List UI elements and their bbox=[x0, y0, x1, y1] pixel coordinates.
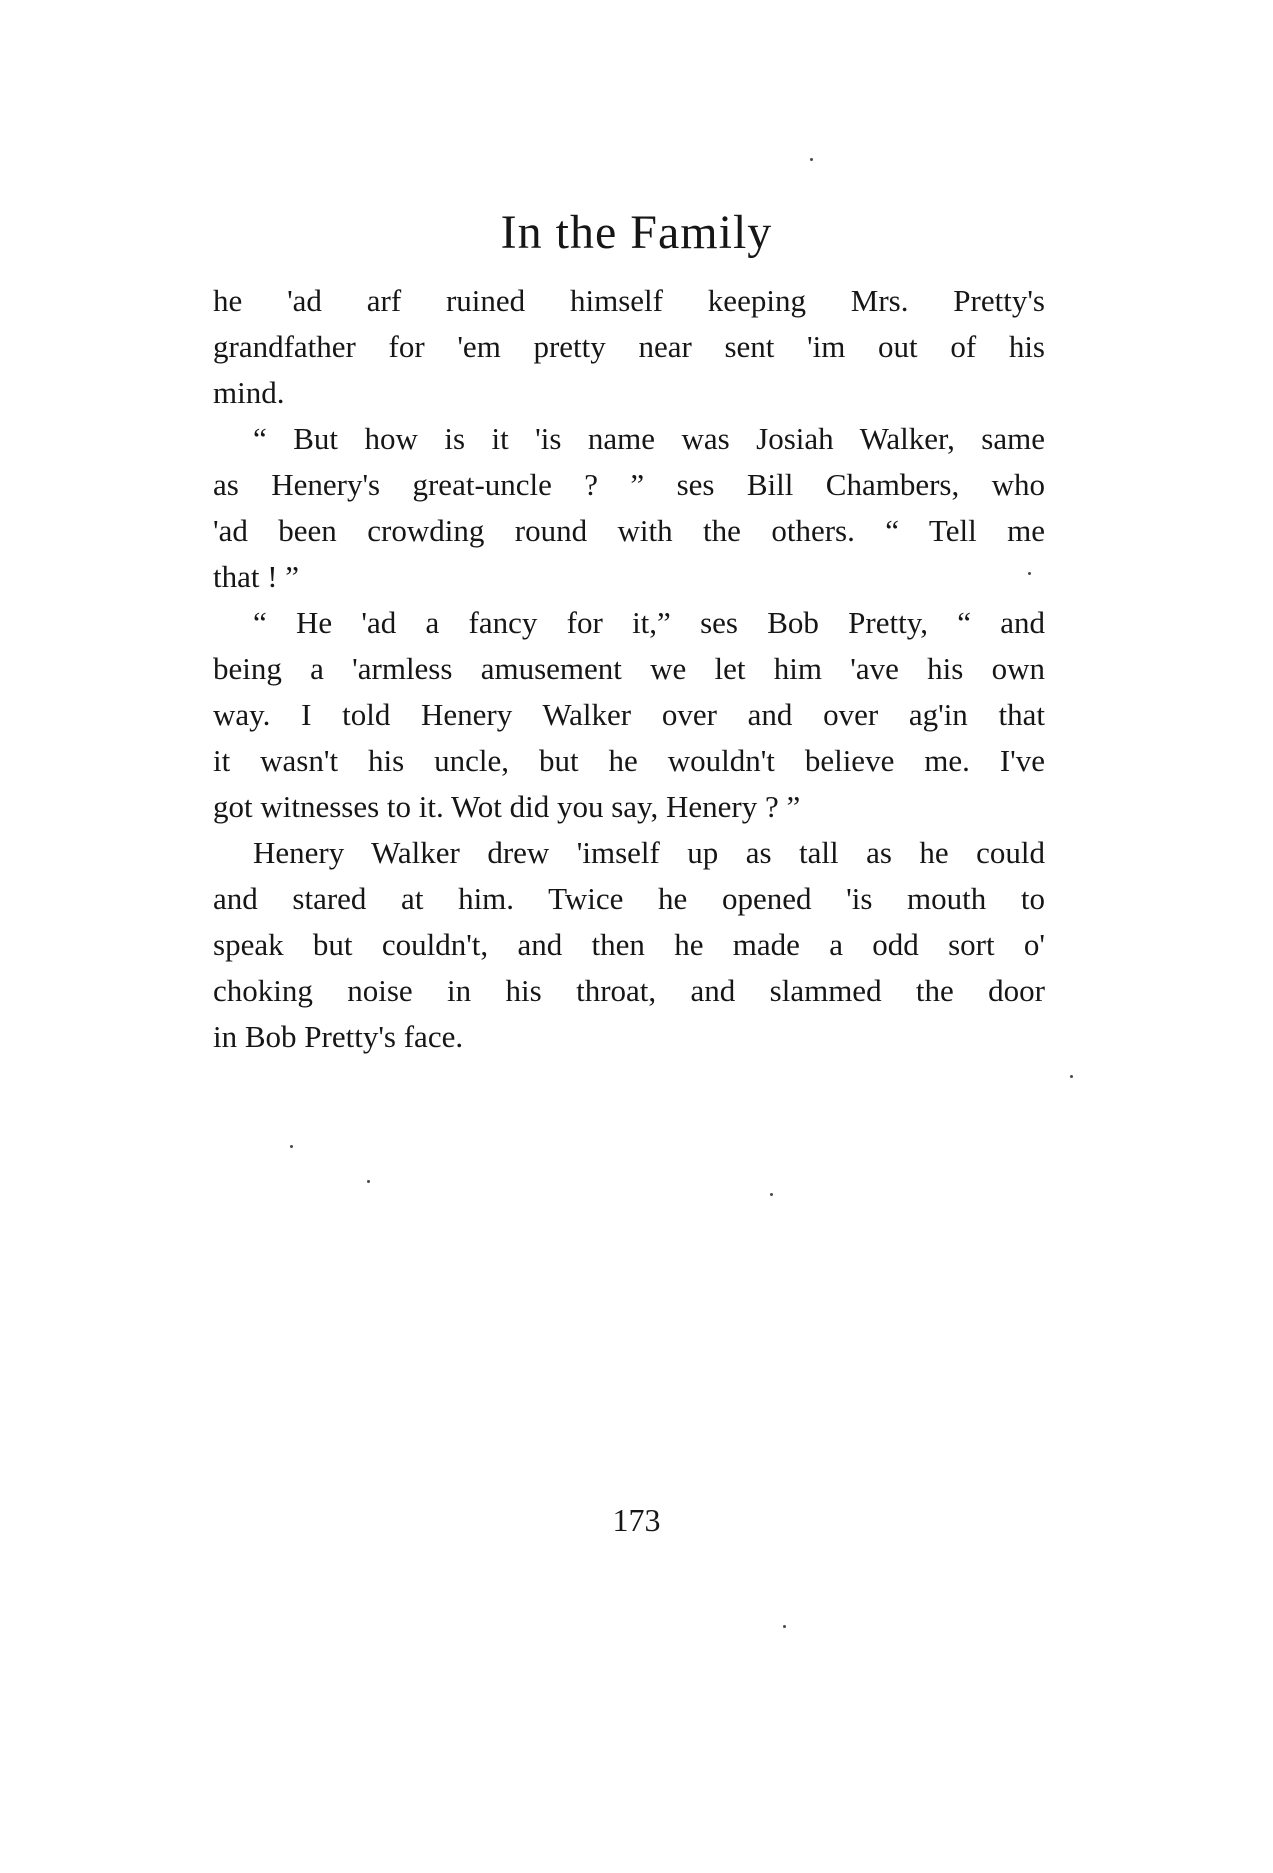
text-line: as Henery's great-uncle ? ” ses Bill Chambers, who bbox=[213, 467, 1045, 502]
scan-speck bbox=[770, 1193, 773, 1196]
scan-speck bbox=[783, 1625, 786, 1628]
text-line: choking noise in his throat, and slammed the door bbox=[213, 973, 1045, 1008]
scan-speck bbox=[367, 1180, 370, 1183]
text-line: 'ad been crowding round with the others. “ Tell me bbox=[213, 513, 1045, 548]
text-line: “ He 'ad a fancy for it,” ses Bob Pretty, “ and bbox=[253, 605, 1045, 640]
text-line: in Bob Pretty's face. bbox=[213, 1019, 464, 1054]
text-line: Henery Walker drew 'imself up as tall as he could bbox=[253, 835, 1045, 870]
text-line: that ! ” bbox=[213, 559, 300, 594]
page-number: 173 bbox=[612, 1502, 661, 1538]
text-line: way. I told Henery Walker over and over ag'in that bbox=[213, 697, 1045, 732]
text-line: mind. bbox=[213, 375, 285, 410]
text-line: got witnesses to it. Wot did you say, Henery ? ” bbox=[213, 789, 801, 824]
text-line: “ But how is it 'is name was Josiah Walker, same bbox=[253, 421, 1045, 456]
scan-speck bbox=[1070, 1075, 1073, 1078]
scan-speck bbox=[290, 1145, 293, 1148]
body-text bbox=[213, 278, 1045, 1060]
text-line: speak but couldn't, and then he made a odd sort o' bbox=[213, 927, 1045, 962]
text-line: it wasn't his uncle, but he wouldn't believe me. I've bbox=[213, 743, 1045, 778]
scan-speck bbox=[1028, 572, 1031, 575]
text-line: and stared at him. Twice he opened 'is mouth to bbox=[213, 881, 1045, 916]
text-line: grandfather for 'em pretty near sent 'im out of his bbox=[213, 329, 1045, 364]
text-line: being a 'armless amusement we let him 'ave his own bbox=[213, 651, 1045, 686]
scan-speck bbox=[810, 158, 813, 161]
running-title: In the Family bbox=[500, 206, 773, 259]
text-line: he 'ad arf ruined himself keeping Mrs. Pretty's bbox=[213, 283, 1045, 318]
